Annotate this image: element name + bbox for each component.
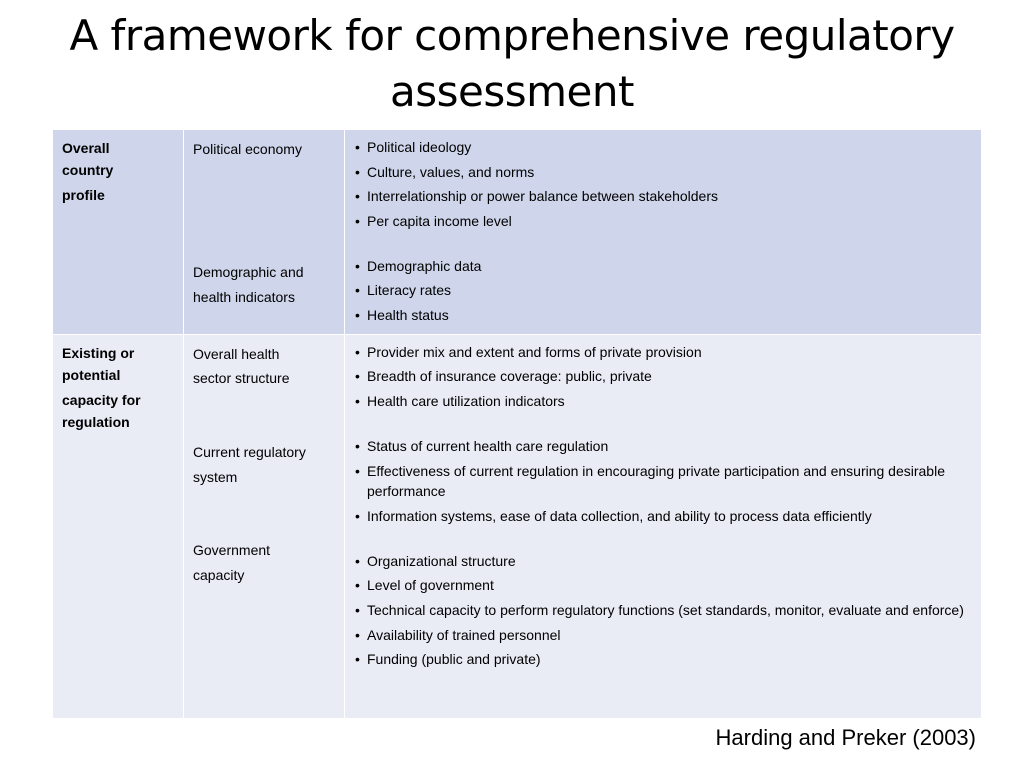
- citation: Harding and Preker (2003): [715, 725, 976, 750]
- indicator-list: [354, 256, 972, 326]
- table-row-overall-country-profile: [53, 130, 982, 335]
- list-item: • Literacy rates: [354, 280, 972, 301]
- indicator-list: [354, 551, 972, 670]
- list-item: • Level of government: [354, 575, 972, 596]
- list-item: • Provider mix and extent and forms of private provision: [354, 342, 972, 363]
- list-item: • Organizational structure: [354, 551, 972, 572]
- list-item: • Effectiveness of current regulation in encouraging private participation and ensuring desirable performance: [354, 461, 972, 502]
- subcategory-political-economy: Political economy: [193, 141, 302, 157]
- list-item: • Interrelationship or power balance between stakeholders: [354, 186, 972, 207]
- list-item: • Breadth of insurance coverage: public, private: [354, 366, 972, 387]
- list-item: • Availability of trained personnel: [354, 625, 972, 646]
- subcategory-cell: [184, 334, 345, 718]
- subcategory-demographic-health: Demographic and health indicators: [193, 263, 304, 305]
- indicator-list: [354, 137, 972, 231]
- list-item: • Technical capacity to perform regulatory functions (set standards, monitor, evaluate and enforce): [354, 600, 972, 621]
- subcategory-cell: [184, 130, 345, 335]
- list-item: • Per capita income level: [354, 211, 972, 232]
- slide-title: A framework for comprehensive regulatory assessment: [69, 11, 955, 116]
- category-cell: [53, 334, 184, 718]
- list-item: • Political ideology: [354, 137, 972, 158]
- list-item: • Status of current health care regulation: [354, 436, 972, 457]
- list-item: • Funding (public and private): [354, 649, 972, 670]
- indicators-cell: [345, 130, 982, 335]
- list-item: • Health status: [354, 305, 972, 326]
- list-item: • Culture, values, and norms: [354, 162, 972, 183]
- list-item: • Demographic data: [354, 256, 972, 277]
- category-cell: [53, 130, 184, 335]
- category-label: Existing or potential capacity for regulation: [62, 344, 141, 430]
- table-row-existing-capacity: [53, 334, 982, 718]
- subcategory-government-capacity: Government capacity: [193, 542, 271, 583]
- framework-table: [52, 129, 982, 719]
- list-item: • Health care utilization indicators: [354, 391, 972, 412]
- subcategory-overall-health-sector: Overall health sector structure: [193, 345, 290, 387]
- subcategory-current-regulatory-system: Current regulatory system: [193, 444, 306, 485]
- category-label: Overall country profile: [62, 140, 114, 203]
- indicators-cell: [345, 334, 982, 718]
- list-item: • Information systems, ease of data collection, and ability to process data efficiently: [354, 506, 972, 527]
- indicator-list: [354, 436, 972, 526]
- indicator-list: [354, 342, 972, 412]
